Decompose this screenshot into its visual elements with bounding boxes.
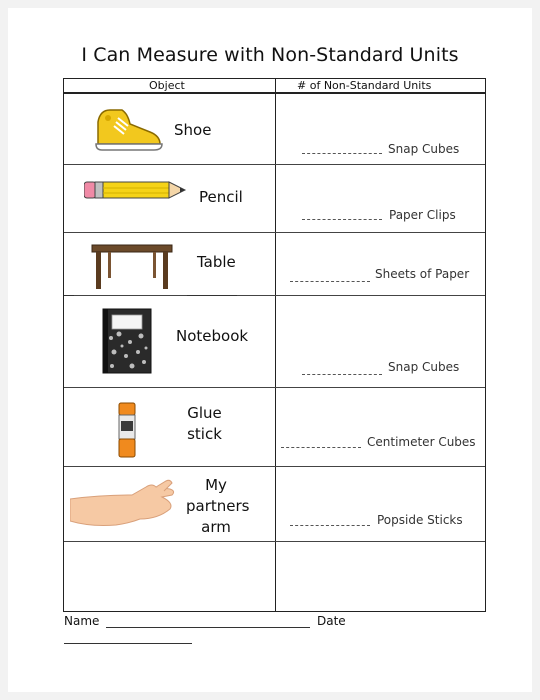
unit-label-table: Sheets of Paper (375, 267, 470, 281)
answer-blank-notebook[interactable] (302, 374, 382, 375)
table-header (64, 79, 485, 94)
table-row-notebook (64, 296, 485, 388)
object-label-glue-stick: Glue stick (187, 404, 222, 443)
table-row-pencil (64, 165, 485, 233)
worksheet-title: I Can Measure with Non-Standard Units (81, 44, 459, 66)
arm-icon (70, 477, 178, 531)
object-label-partners-arm: My partners arm (186, 476, 250, 536)
answer-blank-shoe[interactable] (302, 153, 382, 154)
pencil-icon (84, 179, 188, 201)
object-label-shoe: Shoe (174, 121, 212, 139)
object-label-table: Table (197, 253, 236, 271)
shoe-icon (94, 104, 164, 152)
unit-label-notebook: Snap Cubes (388, 360, 460, 374)
object-label-pencil: Pencil (199, 188, 243, 206)
answer-blank-partners-arm[interactable] (290, 525, 370, 526)
answer-blank-pencil[interactable] (302, 219, 382, 220)
header-units: # of Non-Standard Units (297, 79, 432, 92)
answer-blank-glue-stick[interactable] (281, 447, 361, 448)
unit-label-shoe: Snap Cubes (388, 142, 460, 156)
notebook-icon (102, 308, 152, 374)
answer-blank-table[interactable] (290, 281, 370, 282)
table-row-partners-arm (64, 467, 485, 542)
unit-label-glue-stick: Centimeter Cubes (367, 435, 476, 449)
table-icon (90, 239, 174, 291)
unit-label-pencil: Paper Clips (389, 208, 456, 222)
unit-label-partners-arm: Popside Sticks (377, 513, 463, 527)
table-row-glue-stick (64, 388, 485, 467)
table-row-empty (64, 542, 485, 611)
header-object: Object (149, 79, 185, 92)
measurement-table (63, 78, 486, 612)
glue-stick-icon (117, 399, 137, 459)
table-row-table (64, 233, 485, 296)
object-label-notebook: Notebook (176, 327, 249, 345)
date-label: Date (317, 614, 346, 628)
date-line[interactable] (64, 643, 192, 644)
table-row-shoe (64, 94, 485, 165)
name-line[interactable] (106, 627, 310, 628)
name-label: Name (64, 614, 100, 628)
